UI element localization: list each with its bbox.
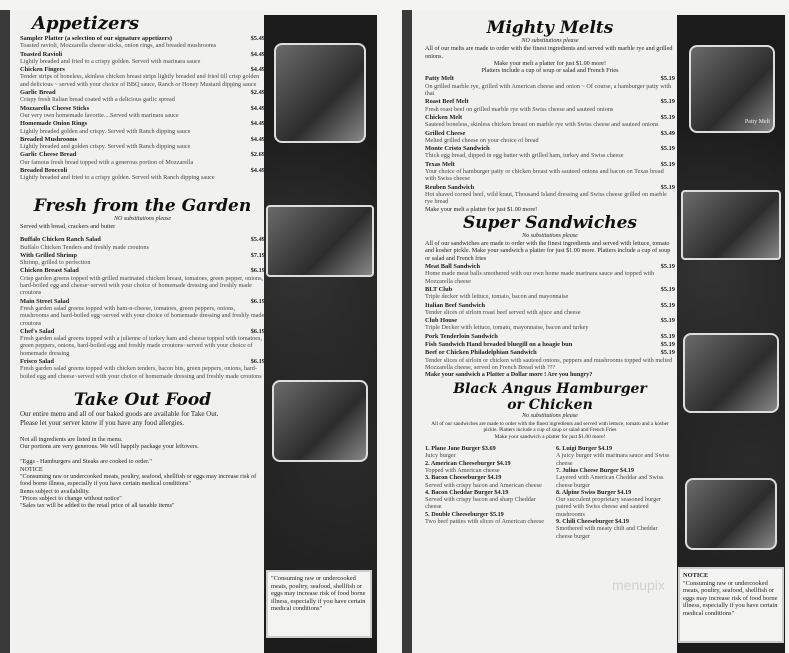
item-price: $5.19 [660, 263, 675, 271]
item-name: Toasted Ravioli [20, 50, 63, 58]
item-description: Your choice of hamburger patty or chicken breast with sauteed onions and bacon on Texas bread with Swiss cheese [425, 168, 664, 183]
menu-item [425, 263, 675, 270]
melts-platter: Make your melt a platter for just $1.00 more! [493, 59, 607, 67]
menu-item [20, 35, 265, 42]
garden-heading: Fresh from the Garden [33, 195, 252, 216]
menu-item [20, 298, 265, 305]
menu-item [425, 130, 675, 137]
menu-item [20, 328, 265, 335]
item-description: On grilled marble rye, grilled with American cheese and onion ~ Of course, a hamburger patty with that [425, 82, 672, 98]
item-price: $2.49 [250, 89, 265, 97]
item-description: Sauteed boneless, skinless chicken breast on marble rye with Swiss cheese and sauteed onions [425, 121, 659, 129]
menu-item [20, 89, 265, 96]
item-price: $2.69 [250, 151, 265, 159]
notice-box-right [678, 567, 784, 643]
item-price: $5.19 [660, 113, 675, 121]
item-description: Triple decker with lettuce, tomato, bacon and mayonnaise [425, 293, 569, 301]
sandwiches-list [425, 263, 675, 371]
sandwiches-footer: Make your sandwich a Platter a Dollar more ! Are you hungry? [425, 371, 593, 379]
item-description: Fresh roast beef on grilled marble rye with Swiss cheese and sauteed onions [425, 105, 614, 113]
burger-name: 4. Bacon Cheddar Burger $4.19 [425, 488, 509, 496]
item-name: Texas Melt [425, 160, 455, 168]
burgers-list [425, 445, 675, 540]
burger-name: 1. Plane Jane Burger $3.69 [425, 445, 496, 453]
burger-description: Topped with American cheese [425, 466, 500, 474]
item-name: Club House [425, 317, 458, 325]
takeout-note: "Consuming raw or undercooked meats, poultry, seafood, shellfish or eggs may increase risk of food borne illness, especially if you have certain medical conditions" [20, 473, 257, 488]
menu-item [20, 120, 265, 127]
burger-name: 3. Bacon Cheeseburger $4.19 [425, 474, 502, 482]
item-name: Chef's Salad [20, 327, 55, 335]
item-price: $4.49 [250, 120, 265, 128]
item-name: Homemade Onion Rings [20, 120, 88, 128]
burger-description: Served with crispy bacon and sharp Cheddar cheese [425, 496, 536, 511]
item-description: Hot shaved corned beef, wild kraut, Thousand Island dressing and Swiss cheese grilled on marble rye bread [425, 190, 667, 206]
notice-text: "Consuming raw or undercooked meats, poultry, seafood, shellfish or eggs may increase risk of food borne illness, especially if you have certain medical conditions" [683, 579, 778, 617]
takeout-small: Not all ingredients are listed in the menu. [20, 435, 123, 443]
menu-item [425, 302, 675, 309]
menu-item [425, 286, 675, 293]
item-name: Beef or Chicken Philadelphian Sandwich [425, 349, 537, 357]
item-description: Triple Decker with lettuce, tomato, mayonnaise, bacon and turkey [425, 324, 589, 332]
appetizer-photo [274, 43, 366, 143]
burger-name: 2. American Cheeseburger $4.19 [425, 459, 511, 467]
item-name: Sampler Platter (a selection of our signature appetizers) [20, 35, 172, 42]
melts-subtitle: NO substitutions please [521, 38, 579, 44]
item-description: Tender slices of sirloin or chicken with sauteed onions, peppers and mushrooms topped with melted Mozzarella cheese, served on French Bread with ??? [425, 356, 673, 371]
item-price: $5.19 [660, 317, 675, 325]
item-name: Buffalo Chicken Ranch Salad [20, 236, 101, 244]
takeout-note: NOTICE [20, 465, 43, 473]
item-name: Breaded Mushrooms [20, 135, 78, 143]
item-description: Buffalo Chicken Tenders and freshly made croutons [20, 243, 149, 251]
item-description: Crisp garden greens topped with grilled marinated chicken breast, tomatoes, green pepper, onions, hard-boiled egg and cheese~served with your choice of homemade dressing and freshly made croutons [20, 274, 264, 297]
melts-platter: Platters include a cup of soup or salad and French Fries [481, 67, 619, 75]
item-name: Monte Cristo Sandwich [425, 145, 490, 153]
takeout-note: "Sales tax will be added to the retail price of all taxable items" [20, 502, 175, 510]
item-description: Shrimp, grilled to perfection [20, 259, 91, 267]
garden-subtitle: NO substitutions please [113, 215, 171, 222]
burger-name: 8. Alpine Swiss Burger $4.19 [556, 488, 632, 496]
menu-item [425, 333, 675, 340]
binding-edge-left [0, 10, 10, 653]
garden-intro: Served with bread, crackers and butter [20, 222, 116, 230]
menu-item [20, 167, 265, 174]
melts-heading: Mighty Melts [486, 18, 614, 38]
item-price: $5.19 [660, 340, 675, 348]
burger-description: Served with crispy bacon and American cheese [425, 481, 542, 489]
burger-name: 9. Chili Cheeseburger $4.19 [556, 518, 629, 526]
item-description: Tender slices of sirloin roast beef served with ajuce and cheese [425, 308, 581, 316]
item-price: $6.19 [250, 327, 265, 335]
item-description: Fresh garden salad greens topped with ham-n-cheese, tomatoes, green peppers, onions, mushrooms and hard-boiled egg~served with your choice of homemade dressing and freshly made croutons [20, 304, 265, 327]
item-name: Reuben Sandwich [425, 183, 475, 191]
item-description: Home made meat balls smothered with our own home made marinara sauce and topped with Mozzarella cheese [425, 270, 655, 285]
item-name: Chicken Fingers [20, 66, 65, 74]
item-name: Chicken Melt [425, 113, 463, 121]
burger-description: Layered with American Cheddar and Swiss cheese burger [556, 474, 664, 489]
menu-item [20, 136, 265, 143]
burger-name: 6. Luigi Burger $4.19 [556, 445, 613, 453]
menu-item [20, 236, 265, 243]
item-name: Roast Beef Melt [425, 98, 469, 106]
item-price: $6.19 [250, 357, 265, 365]
melts-intro: All of our melts are made to order with the finest ingredients and served with marble rye and grilled onions. [425, 45, 673, 60]
item-description: Fresh garden salad greens topped with chicken tenders, bacon bits, green peppers, onions, hard-boiled egg and cheese~served with your choice of homemade dressing and freshly made croutons [20, 365, 262, 380]
burger-photo [685, 478, 777, 550]
item-price: $5.19 [660, 98, 675, 106]
item-description: Fresh garden salad greens topped with a julienne of turkey ham and cheese topped with tomatoes, green peppers, onions, hard-boiled egg and freshly made croutons~served with your choice of homemade dressing [20, 335, 262, 357]
appetizers-list [20, 35, 265, 182]
item-price: $7.19 [250, 251, 265, 259]
item-price: $4.49 [250, 167, 265, 175]
item-name: Mozzarella Cheese Sticks [20, 104, 90, 112]
item-name: Grilled Cheese [425, 129, 466, 137]
menu-item [20, 51, 265, 58]
photo-strip-right [677, 15, 785, 653]
item-name: Main Street Salad [20, 297, 70, 305]
watermark: menupix [612, 577, 665, 593]
item-description: Tender strips of boneless, skinless chicken breast strips lightly breaded and fried till crisp golden and delicious ~ served with your choice of BBQ sauce, Ranch or Honey Mustard dipping sauce [20, 73, 260, 88]
item-description: Lightly breaded and fried to a crispy golden. Served with marinara sauce [20, 57, 201, 65]
item-price: $4.49 [250, 135, 265, 143]
sandwich-photo-2 [683, 333, 779, 413]
binding-edge-right [402, 10, 412, 653]
burgers-col-2 [556, 445, 675, 540]
melts-list [425, 75, 675, 205]
burgers-platter: Make your sandwich a platter for just $1.00 more! [494, 433, 606, 440]
item-name: With Grilled Shrimp [20, 251, 78, 259]
burgers-heading: Black Angus Hamburger [453, 381, 647, 398]
item-price: $6.19 [250, 297, 265, 305]
item-price: $4.49 [250, 50, 265, 58]
item-price: $5.19 [660, 75, 675, 83]
item-price: $5.19 [660, 183, 675, 191]
item-name: BLT Club [425, 285, 453, 293]
item-price: $5.49 [250, 35, 265, 42]
burger-name: 5. Double Cheeseburger $5.19 [425, 510, 504, 518]
item-price: $4.49 [250, 104, 265, 112]
sandwiches-heading: Super Sandwiches [463, 212, 637, 233]
burgers-intro: All of our sandwiches are made to order with the finest ingredients and served with lettuce, tomato and a kosher pickle. Platters include a cup of soup or salad and French Fries [431, 420, 669, 434]
garden-list [20, 236, 265, 380]
menu-item [425, 98, 675, 105]
item-name: Meat Ball Sandwich [425, 263, 481, 271]
photo-strip-left [264, 15, 377, 653]
burger-description: Smothered with meaty chili and Cheddar cheese burger [556, 525, 658, 540]
item-price: $6.19 [250, 267, 265, 275]
item-price: $5.19 [660, 301, 675, 309]
menu-item [20, 358, 265, 365]
item-description: Our very own homemade favorite....Served with marinara sauce [20, 111, 179, 119]
takeout-note: "Eggs - Hamburgers and Steaks are cooked to order." [20, 458, 152, 466]
salad-photo-2 [272, 380, 368, 462]
item-name: Frisco Salad [20, 357, 54, 365]
menu-item [425, 114, 675, 121]
menu-item [20, 105, 265, 112]
menu-item [20, 66, 265, 73]
takeout-note: "Prices subject to change without notice" [20, 494, 122, 502]
burger-description: Juicy burger [425, 452, 456, 460]
burgers-subtitle: No substitutions please [522, 413, 578, 420]
notice-box-left: "Consuming raw or undercooked meats, poultry, seafood, shellfish or eggs may increase risk of food borne illness, especially if you have certain medical conditions" [266, 570, 372, 638]
burger-name: 7. Julius Cheese Burger $4.19 [556, 466, 634, 474]
item-name: Chicken Breast Salad [20, 267, 79, 275]
item-description: Thick egg bread, dipped in egg batter with grilled ham, turkey and Swiss cheese [425, 152, 624, 160]
sandwiches-intro: All of our sandwiches are made to order with the finest ingredients and served with lettuce, tomato and kosher pickle. Make your sandwich a platter for just $1.00 more. Platters include a cup of soup or salad and French fries [425, 240, 671, 262]
menu-item [425, 145, 675, 152]
item-name: Garlic Cheese Bread [20, 151, 77, 159]
menu-item [425, 341, 675, 348]
burgers-col-1 [425, 445, 544, 540]
menu-item [425, 184, 675, 191]
item-price: $5.19 [660, 160, 675, 168]
right-column [425, 18, 675, 540]
menu-item [425, 161, 675, 168]
item-name: Italian Beef Sandwich [425, 301, 486, 309]
item-name: Garlic Bread [20, 89, 56, 97]
item-name: Pork Tenderloin Sandwich [425, 332, 498, 340]
menu-item [20, 151, 265, 158]
salad-photo [266, 205, 374, 277]
photo-caption: Patty Melt [744, 119, 770, 125]
item-description: Melted grilled cheese on your choice of bread [425, 136, 539, 144]
burger-description: A juicy burger with marinara sauce and Swiss cheese [556, 452, 670, 467]
item-price: $4.49 [250, 66, 265, 74]
notice-title: NOTICE [683, 572, 709, 579]
item-description: Lightly breaded golden and crispy. Served with Ranch dipping sauce [20, 127, 191, 135]
menu-item [425, 75, 675, 82]
burger-description: Two beef patties with slices of American cheese [425, 518, 544, 526]
melts-footer: Make your melt a platter for just $1.00 more! [425, 205, 538, 213]
item-description: Lightly breaded and fried to a crispy golden. Served with Ranch dipping sauce [20, 174, 215, 182]
menu-item [425, 317, 675, 324]
item-price: $5.49 [250, 236, 265, 244]
item-description: Lightly breaded and golden crispy. Served with Ranch dipping sauce [20, 143, 191, 151]
item-price: $5.19 [660, 349, 675, 357]
menu-item [20, 267, 265, 274]
takeout-line: Our entire menu and all of our baked goods are available for Take Out. [20, 409, 219, 418]
item-price: $5.19 [660, 285, 675, 293]
item-description: Toasted ravioli, Mozzarella cheese sticks, onion rings, and breaded mushrooms [20, 42, 217, 50]
item-description: Crispy fresh Italian bread coated with a delicious garlic spread [20, 96, 175, 104]
patty-melt-photo [689, 45, 775, 133]
takeout-line: Please let your server know if you have any food allergies. [20, 418, 185, 427]
item-name: Fish Sandwich Hand breaded bluegill on a hoagie bun [425, 340, 573, 348]
menu-item [20, 252, 265, 259]
burgers-heading-2: or Chicken [507, 397, 593, 414]
item-price: $5.19 [660, 145, 675, 153]
item-price: $3.49 [660, 129, 675, 137]
appetizers-heading: Appetizers [32, 13, 140, 34]
sandwiches-subtitle: No substitutions please [522, 232, 578, 239]
takeout-heading: Take Out Food [73, 389, 212, 410]
item-name: Patty Melt [425, 75, 454, 83]
item-description: Our famous fresh bread topped with a generous portion of Mozzarella [20, 158, 194, 166]
takeout-note: Items subject to availability. [20, 487, 90, 495]
menu-item [425, 349, 675, 356]
sandwich-photo [681, 190, 781, 260]
left-column [20, 14, 265, 510]
item-name: Breaded Broccoli [20, 167, 68, 175]
takeout-small: Our portions are very generous. We will happily package your leftovers. [20, 443, 199, 451]
item-price: $5.19 [660, 332, 675, 340]
burger-description: Our succulent proprietary seasoned burger paired with Swiss cheese and sauteed mushrooms [556, 496, 662, 518]
